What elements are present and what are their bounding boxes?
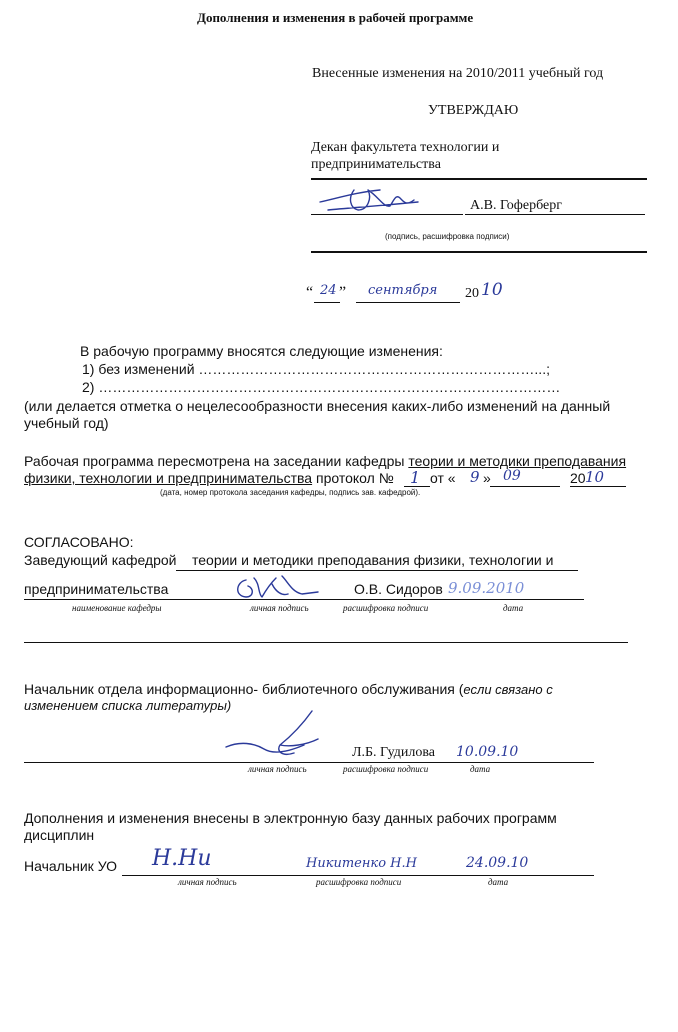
agreed-caption-date: дата [503, 603, 524, 613]
date-close-quote: ” [339, 284, 347, 301]
review-year-prefix: 20 [570, 470, 586, 486]
agreed-dept-line1: теории и методики преподавания физики, технологии и [192, 552, 554, 568]
review-year-suffix: 10 [585, 468, 605, 486]
agreed-name: О.В. Сидоров [354, 581, 443, 597]
page-title: Дополнения и изменения в рабочей программе [197, 10, 474, 25]
library-line1 [24, 681, 553, 697]
library-line2: изменением списка литературы) [24, 698, 232, 713]
library-caption-date: дата [470, 764, 491, 774]
date-year-prefix: 20 [465, 286, 479, 301]
review-caption: (дата, номер протокола заседания кафедры, подпись зав. кафедрой). [160, 488, 421, 497]
review-protocol-number: 1 [410, 468, 421, 487]
dean-title-line2: предпринимательства [311, 157, 441, 172]
dean-name: А.В. Гоферберг [470, 198, 562, 213]
library-title: Начальник отдела информационно- библиотечного обслуживания ( [24, 681, 464, 697]
agreed-date: 9.09.2010 [448, 579, 525, 597]
review-from-label: от « [430, 470, 456, 486]
review-line1 [24, 453, 626, 469]
library-caption-decode: расшифровка подписи [343, 764, 429, 774]
changes-intro: В рабочую программу вносятся следующие изменения: [80, 343, 443, 359]
database-chief-label: Начальник УО [24, 858, 118, 874]
dean-signature [318, 178, 438, 218]
agreed-caption-sign: личная подпись [250, 603, 309, 613]
changes-note-line1: (или делается отметка о нецелесообразности внесения каких-либо изменений на данный [24, 398, 611, 414]
library-date: 10.09.10 [456, 744, 519, 760]
date-year-suffix: 10 [481, 280, 503, 300]
library-line-rule [24, 762, 594, 763]
review-month-line [490, 486, 560, 487]
review-close-quote: » [483, 470, 491, 486]
library-name: Л.Б. Гудилова [352, 745, 435, 760]
review-year-line [570, 486, 626, 487]
dean-block-rule [311, 251, 647, 253]
agreed-head-label: Заведующий кафедрой [24, 552, 177, 568]
year-line: Внесенные изменения на 2010/2011 учебный год [312, 66, 604, 81]
library-signature [220, 705, 340, 765]
database-caption-date: дата [488, 877, 509, 887]
library-condition: если связано с [463, 682, 553, 697]
review-day: 9 [470, 468, 480, 486]
agreed-block-rule [24, 642, 628, 643]
database-name: Никитенко Н.Н [306, 856, 417, 871]
review-dept-part2: физики, технологии и предпринимательства [24, 470, 313, 486]
review-line2 [24, 470, 394, 486]
agreed-caption-decode: расшифровка подписи [343, 603, 429, 613]
dean-title-line1: Декан факультета технологии и [311, 140, 500, 155]
database-line1: Дополнения и изменения внесены в электронную базу данных рабочих программ [24, 810, 557, 826]
review-dept-part1: теории и методики преподавания [408, 453, 627, 469]
review-line1-prefix: Рабочая программа пересмотрена на заседании кафедры [24, 453, 409, 469]
database-date: 24.09.10 [466, 855, 529, 871]
database-caption-decode: расшифровка подписи [316, 877, 402, 887]
agreed-heading: СОГЛАСОВАНО: [24, 534, 134, 550]
database-caption-sign: личная подпись [178, 877, 237, 887]
date-month-line [356, 302, 460, 303]
date-open-quote: “ [306, 284, 314, 301]
approve-heading: УТВЕРЖДАЮ [428, 103, 519, 118]
head-signature [232, 570, 322, 604]
review-protocol-line [404, 486, 430, 487]
changes-item-1: 1) без изменений ………………………………………………………………...; [82, 361, 550, 377]
review-protocol-label: протокол № [312, 470, 394, 486]
date-day: 24 [320, 283, 337, 298]
dean-sign-line [311, 214, 463, 215]
agreed-caption-dept: наименование кафедры [72, 603, 162, 613]
agreed-dept-line2: предпринимательства [24, 581, 169, 597]
changes-note-line2: учебный год) [24, 415, 109, 431]
dean-name-line [465, 214, 645, 215]
library-caption-sign: личная подпись [248, 764, 307, 774]
database-signature: Н.Ни [152, 846, 212, 871]
database-line-rule [122, 875, 594, 876]
dean-sign-caption: (подпись, расшифровка подписи) [385, 232, 510, 241]
review-month: 09 [503, 468, 521, 484]
database-line2: дисциплин [24, 827, 95, 843]
changes-item-2: 2) ……………………………………………………………………………………… [82, 379, 561, 395]
date-month: сентября [368, 283, 438, 298]
date-day-line [314, 302, 340, 303]
